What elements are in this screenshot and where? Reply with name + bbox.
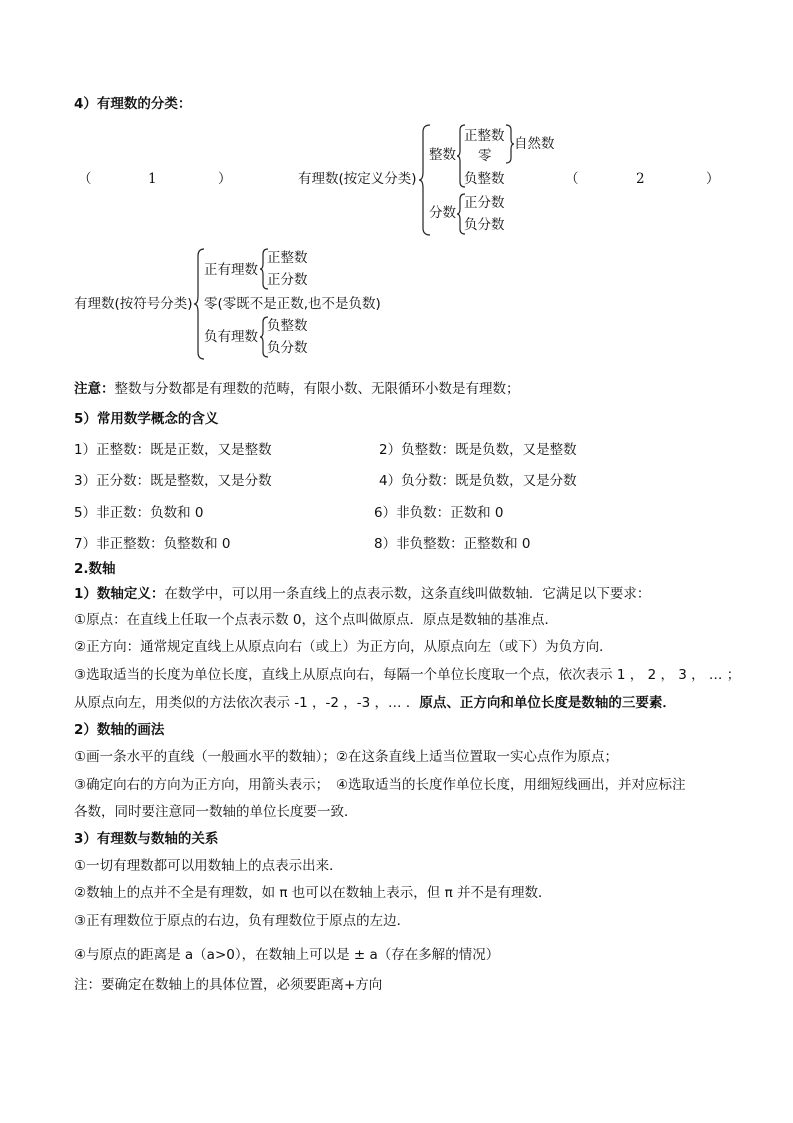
sign-positive-fraction-label: 正分数 xyxy=(267,272,308,288)
axis-drawing-step: ①画一条水平的直线（一般画水平的数轴）；②在这条直线上适当位置取一实心点作为原点； xyxy=(74,749,618,765)
negative-rational-label: 负有理数 xyxy=(204,329,258,345)
definition-root-label: 有理数(按定义分类) xyxy=(298,171,417,187)
sign-negative-fraction-label: 负分数 xyxy=(267,340,308,356)
section-4-heading: 4）有理数的分类： xyxy=(74,96,192,112)
relation-item: ①一切有理数都可以用数轴上的点表示出来． xyxy=(74,858,343,874)
fraction-label: 分数 xyxy=(429,205,456,221)
axis-left-text: 从原点向左，用类似的方法依次表示 -1 ，-2 ，-3 ，… ． xyxy=(74,695,420,711)
rational-note xyxy=(74,380,520,398)
concept-item: 7）非正整数：负整数和 0 xyxy=(74,536,231,552)
axis-origin-paragraph: ①原点：在直线上任取一个点表示数 0，这个点叫做原点．原点是数轴的基准点． xyxy=(74,612,558,628)
positive-rational-label: 正有理数 xyxy=(204,262,258,278)
axis-direction-paragraph: ②正方向：通常规定直线上从原点向右（或上）为正方向，从原点向左（或下）为负方向． xyxy=(74,639,613,655)
section-5-heading: 5）常用数学概念的含义 xyxy=(74,411,219,427)
concept-item: 3）正分数：既是整数，又是分数 xyxy=(74,473,272,489)
relation-item: ④与原点的距离是 a（a>0），在数轴上可以是 ± a（存在多解的情况） xyxy=(74,947,500,963)
sign-negative-integer-label: 负整数 xyxy=(267,318,308,334)
integer-label: 整数 xyxy=(429,147,456,163)
paren-1-open: （ xyxy=(78,171,92,187)
concept-item: 4）负分数：既是负数，又是分数 xyxy=(379,473,577,489)
axis-drawing-heading: 2）数轴的画法 xyxy=(74,722,165,738)
positive-integer-label: 正整数 xyxy=(464,128,505,144)
positive-fraction-label: 正分数 xyxy=(464,195,505,211)
concept-item: 2）负整数：既是负数，又是整数 xyxy=(379,442,577,458)
axis-definition-text: 在数学中，可以用一条直线上的点表示数，这条直线叫做数轴．它满足以下要求： xyxy=(164,586,651,602)
relation-item: ②数轴上的点并不全是有理数，如 π 也可以在数轴上表示，但 π 并不是有理数． xyxy=(74,885,552,901)
zero-note: 零(零既不是正数,也不是负数) xyxy=(204,296,381,312)
number-axis-heading: 2.数轴 xyxy=(74,561,116,577)
axis-definition xyxy=(74,585,650,603)
axis-three-elements: 原点、正方向和单位长度是数轴的三要素． xyxy=(419,695,676,711)
axis-unit-paragraph-continued xyxy=(74,694,676,712)
paren-2-close: ） xyxy=(706,171,720,187)
negative-integer-label: 负整数 xyxy=(464,171,505,187)
relation-item: ③正有理数位于原点的右边，负有理数位于原点的左边． xyxy=(74,913,411,929)
concept-item: 6）非负数：正数和 0 xyxy=(374,505,504,521)
paren-2-open: （ xyxy=(565,171,579,187)
negative-fraction-label: 负分数 xyxy=(464,217,505,233)
sign-root-label: 有理数(按符号分类) xyxy=(74,296,193,312)
concept-item: 1）正整数：既是正数，又是整数 xyxy=(74,442,272,458)
axis-drawing-step: ③确定向右的方向为正方向，用箭头表示； ④选取适当的长度作单位长度，用细短线画出，并对应标注 xyxy=(74,777,686,793)
paren-1-number: 1 xyxy=(148,171,157,187)
rational-axis-relation-heading: 3）有理数与数轴的关系 xyxy=(74,831,219,847)
natural-number-label: 自然数 xyxy=(514,136,555,152)
axis-drawing-step: 各数，同时要注意同一数轴的单位长度要一致． xyxy=(74,804,358,820)
sign-positive-integer-label: 正整数 xyxy=(267,250,308,266)
paren-2-number: 2 xyxy=(636,171,645,187)
axis-definition-label: 1）数轴定义： xyxy=(74,586,165,602)
paren-1-close: ） xyxy=(218,171,232,187)
zero-label: 零 xyxy=(478,148,492,164)
final-note: 注：要确定在数轴上的具体位置，必须要距离+方向 xyxy=(74,977,383,993)
axis-unit-paragraph: ③选取适当的长度为单位长度，直线上从原点向右，每隔一个单位长度取一个点，依次表示 1 ， 2 ， 3 ， … ； xyxy=(74,667,741,683)
note-text: 整数与分数都是有理数的范畴，有限小数、无限循环小数是有理数； xyxy=(114,381,520,397)
concept-item: 8）非负整数：正整数和 0 xyxy=(374,536,531,552)
note-label: 注意： xyxy=(74,381,115,397)
concept-item: 5）非正数：负数和 0 xyxy=(74,505,204,521)
